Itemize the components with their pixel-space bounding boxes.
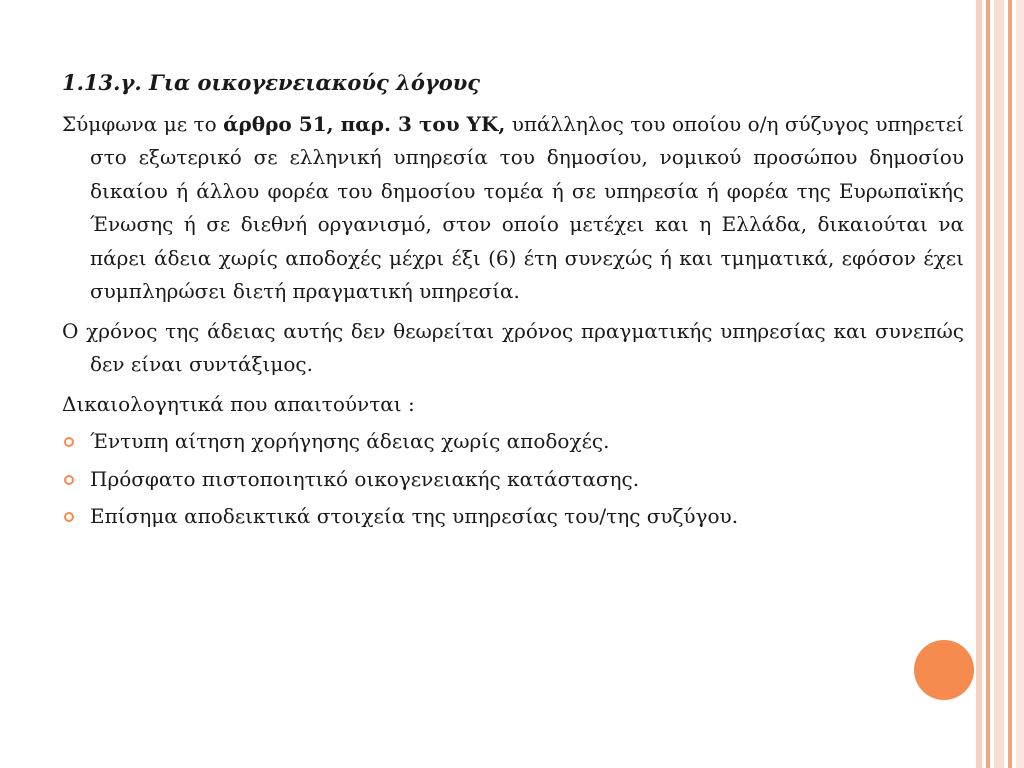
paragraph-article-rest: υπάλληλος του οποίου ο/η σύζυγος υπηρετεί στο εξωτερικό σε ελληνική υπηρεσία του δημοσίου, νομικού προσώπου δημοσίου δικαίου ή άλλου φορέα του δημοσίου τομέα ή σε υπηρεσία ή φορέα της Ευρωπαϊκής Ένωσης ή σε διεθνή οργανισμό, στον οποίο μετέχει και η Ελλάδα, δικαιούται να πάρει άδεια χωρίς αποδοχές μέχρι έξι (6) έτη συνεχώς ή και τμηματικά, εφόσον έχει συμπληρώσει διετή πραγματική υπηρεσία. [90,111,964,303]
circle-bullet-icon [64,512,74,522]
list-item-text: Έντυπη αίτηση χορήγησης άδειας χωρίς αποδοχές. [90,429,610,453]
paragraph-article-start: Σύμφωνα με το [62,111,224,136]
stripe [1008,0,1012,768]
stripe [976,0,982,768]
paragraph-article [62,108,964,309]
paragraph-service-time: Ο χρόνος της άδειας αυτής δεν θεωρείται χρόνος πραγματικής υπηρεσίας και συνεπώς δεν είναι συντάξιμος. [62,318,964,376]
list-item-text: Πρόσφατο πιστοποιητικό οικογενειακής κατάστασης. [90,466,640,491]
requirements-label: Δικαιολογητικά που απαιτούνται : [62,391,415,416]
circle-bullet-icon [64,475,74,485]
list-item [62,425,964,459]
stripe [994,0,1004,768]
decorative-circle [914,640,974,700]
requirements-list [62,425,964,534]
slide-heading: 1.13.γ. Για οικογενειακούς λόγους [62,70,481,95]
list-item-text: Επίσημα αποδεικτικά στοιχεία της υπηρεσίας του/της συζύγου. [90,504,739,528]
circle-bullet-icon [64,437,74,447]
slide-content [62,66,964,538]
stripe [986,0,990,768]
decorative-stripes [976,0,1024,768]
article-reference: άρθρο 51, παρ. 3 του ΥΚ, [223,111,506,136]
stripe [1016,0,1024,768]
list-item [62,500,964,534]
list-item [62,463,964,497]
